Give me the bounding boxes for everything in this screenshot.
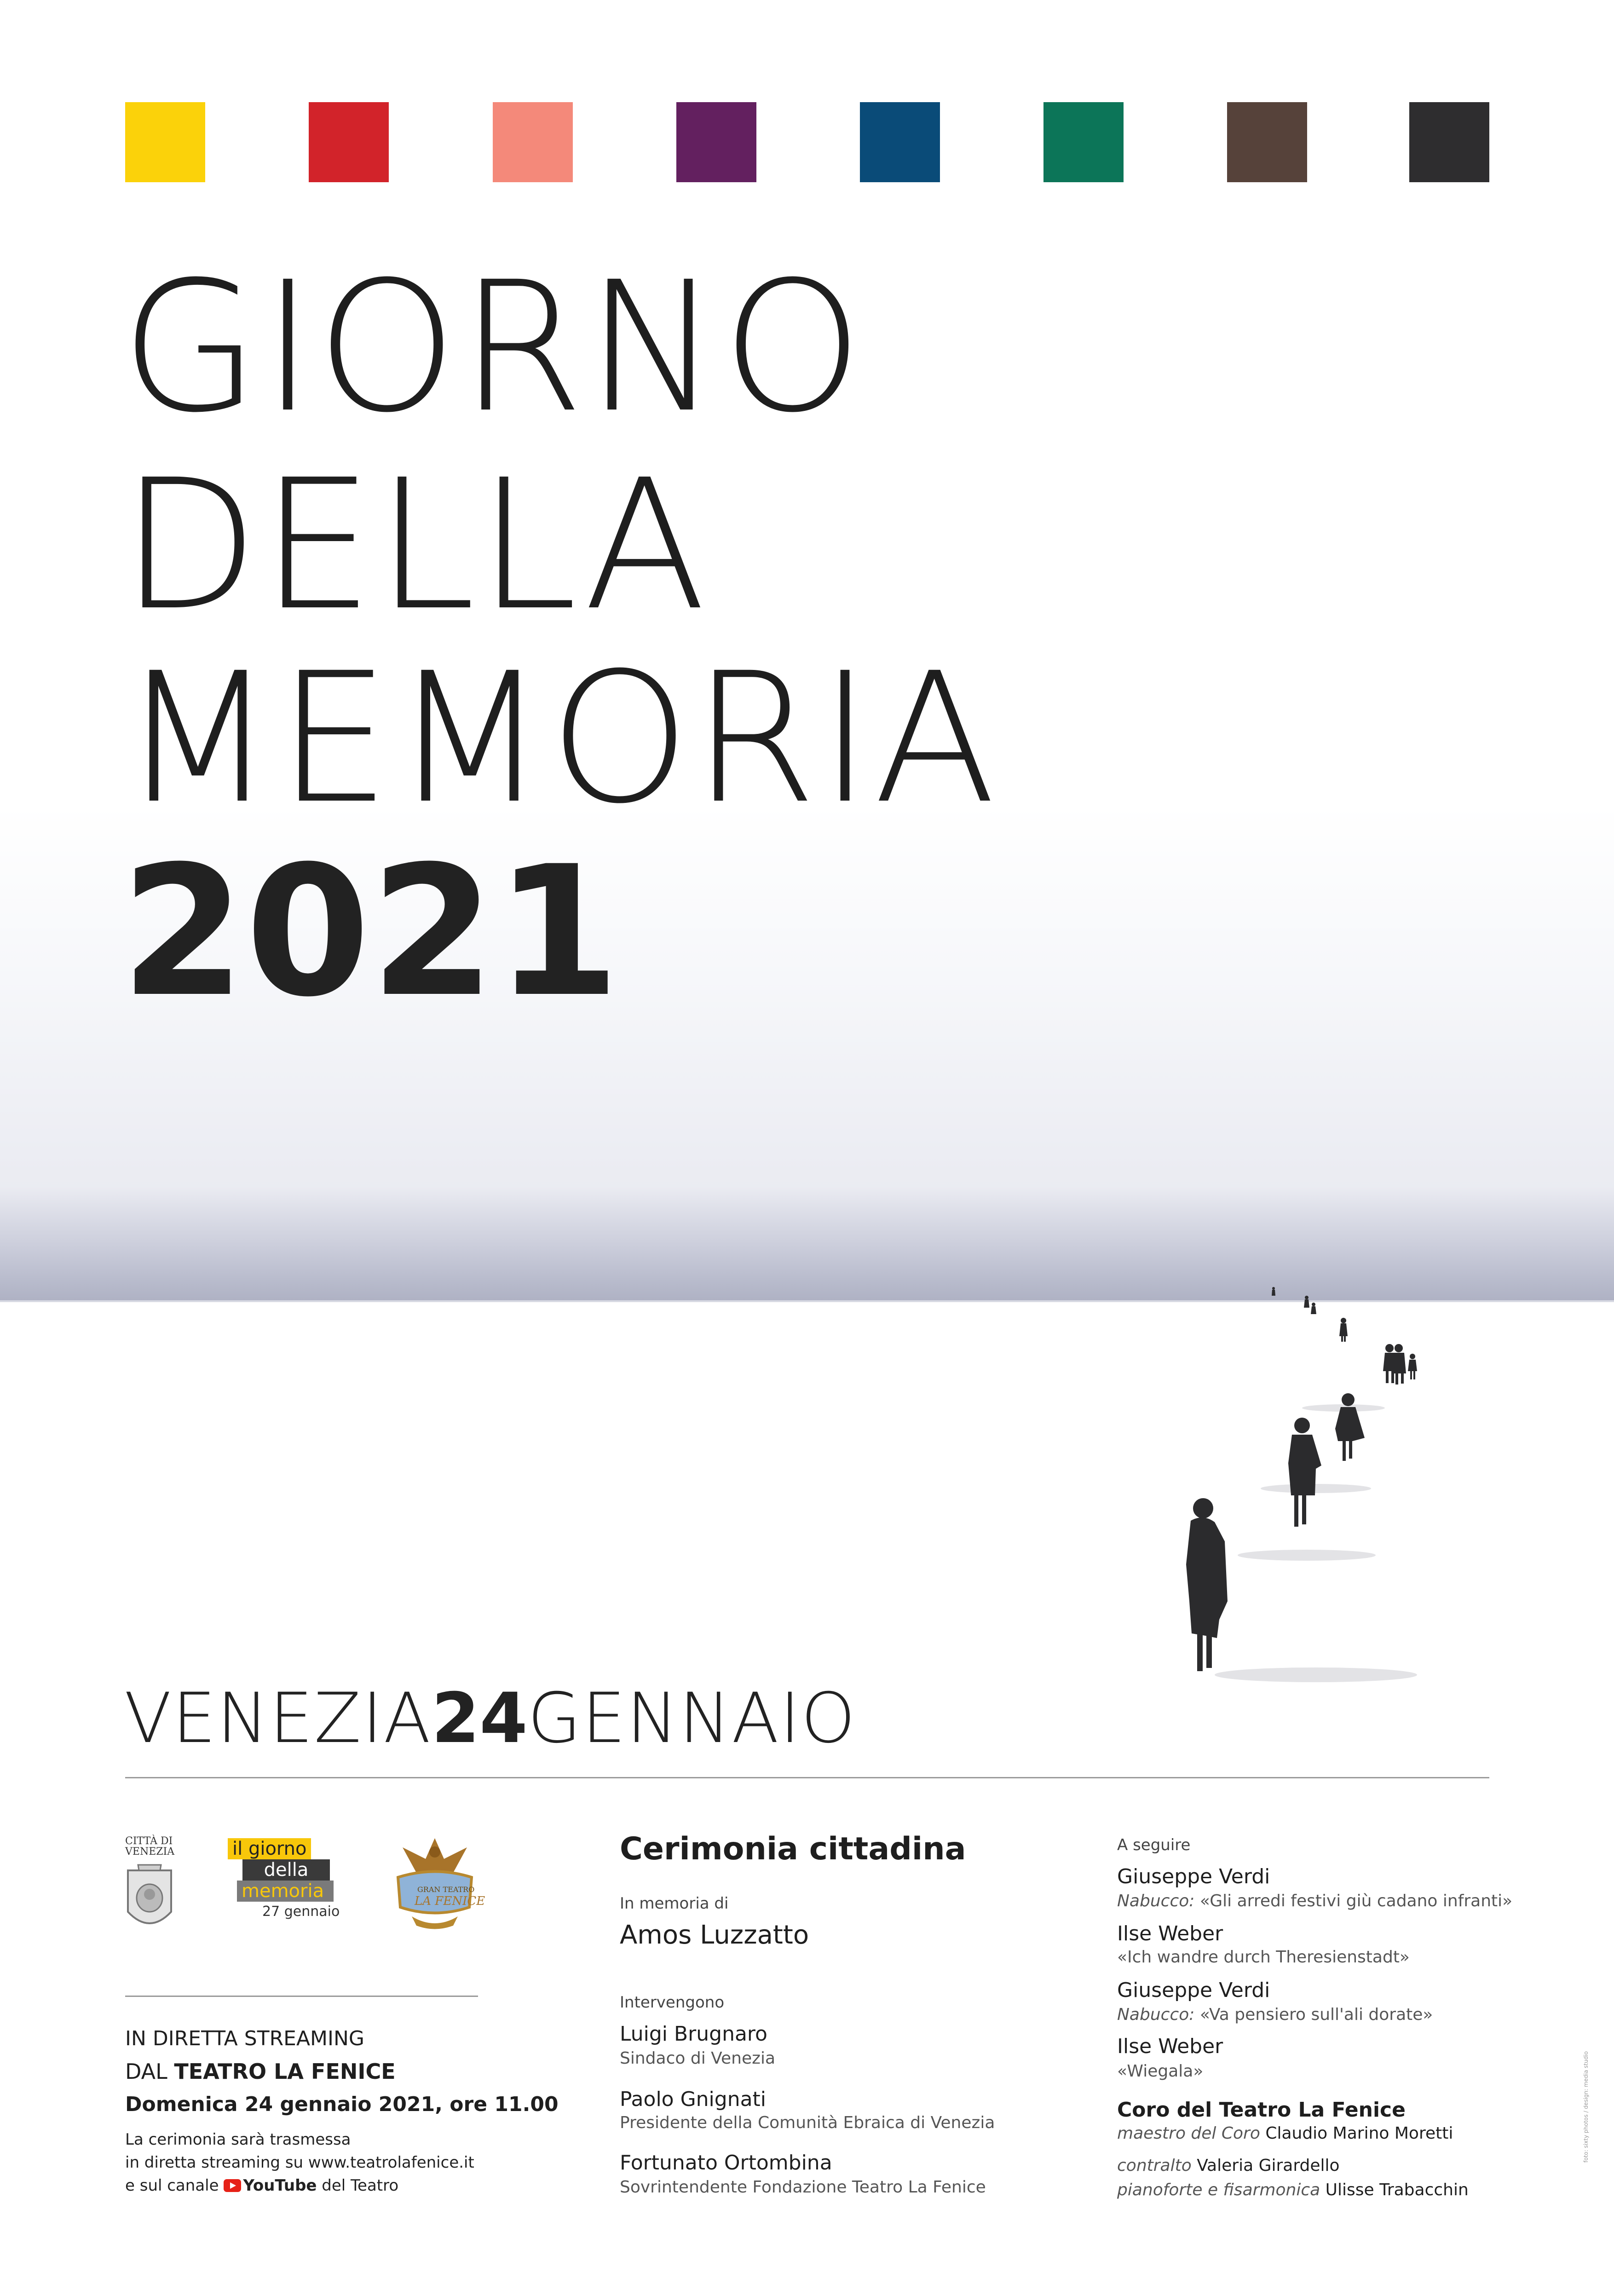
in-memoria-label: In memoria di bbox=[620, 1894, 729, 1913]
streaming-line-2 bbox=[125, 2059, 396, 2084]
piece-opera-1: Nabucco: bbox=[1117, 1892, 1195, 1910]
performer-role-1: contralto bbox=[1117, 2156, 1192, 2175]
performer-role-2: pianoforte e fisarmonica bbox=[1117, 2181, 1320, 2199]
color-square-green bbox=[1043, 102, 1124, 182]
website-link[interactable]: www.teatrolafenice.it bbox=[308, 2153, 474, 2172]
piece-composer-3: Giuseppe Verdi bbox=[1117, 1979, 1270, 2002]
headline-line-2: DELLA bbox=[121, 441, 709, 650]
headline-year: 2021 bbox=[121, 827, 620, 1036]
piece-text-1: «Gli arredi festivi giù cadano infranti» bbox=[1199, 1892, 1513, 1910]
piece-title-2: «Ich wandre durch Theresienstadt» bbox=[1117, 1948, 1410, 1967]
color-square-purple bbox=[676, 102, 756, 182]
figure-shadows bbox=[1215, 1404, 1417, 1682]
performer-name-2: Ulisse Trabacchin bbox=[1325, 2181, 1469, 2199]
piece-title-3 bbox=[1117, 2005, 1433, 2025]
youtube-label[interactable]: YouTube bbox=[243, 2176, 317, 2195]
in-memoria-name: Amos Luzzatto bbox=[620, 1920, 809, 1950]
program-label: A seguire bbox=[1117, 1836, 1191, 1854]
streaming-note-3-suffix: del Teatro bbox=[322, 2176, 399, 2195]
photo-credits: foto: sixty photos / design: media studio bbox=[1583, 2051, 1589, 2163]
gdm-logo-date: 27 gennaio bbox=[262, 1904, 340, 1920]
piece-title-4: «Wiegala» bbox=[1117, 2062, 1204, 2081]
streaming-date-time: Domenica 24 gennaio 2021, ore 11.00 bbox=[125, 2093, 559, 2116]
phoenix-emblem-icon bbox=[389, 1834, 481, 1933]
figure-silhouettes bbox=[1186, 1287, 1417, 1671]
fenice-logo-text2: LA FENICE bbox=[415, 1894, 485, 1908]
color-square-salmon bbox=[493, 102, 573, 182]
streaming-note-3 bbox=[125, 2176, 398, 2195]
streaming-note-3-prefix: e sul canale bbox=[125, 2176, 219, 2195]
fenice-logo-text1: GRAN TEATRO bbox=[417, 1885, 475, 1894]
piece-composer-1: Giuseppe Verdi bbox=[1117, 1865, 1270, 1888]
place-month: GENNAIO bbox=[527, 1679, 857, 1759]
choir-master-name: Claudio Marino Moretti bbox=[1265, 2124, 1453, 2143]
choir-name: Coro del Teatro La Fenice bbox=[1117, 2098, 1406, 2122]
speaker-name-2: Paolo Gnignati bbox=[620, 2088, 767, 2111]
color-square-brown bbox=[1227, 102, 1307, 182]
teatro-la-fenice-logo bbox=[389, 1834, 485, 1933]
gdm-logo-line1: il giorno bbox=[228, 1838, 311, 1859]
performer-line-2 bbox=[1117, 2180, 1469, 2200]
performer-line-1 bbox=[1117, 2156, 1340, 2175]
gdm-logo-line3: memoria bbox=[237, 1881, 334, 1902]
divider-streaming bbox=[125, 1996, 478, 1997]
speaker-name-1: Luigi Brugnaro bbox=[620, 2022, 767, 2046]
piece-composer-4: Ilse Weber bbox=[1117, 2035, 1223, 2058]
speaker-role-2: Presidente della Comunità Ebraica di Venezia bbox=[620, 2113, 995, 2132]
piece-opera-3: Nabucco: bbox=[1117, 2005, 1195, 2024]
headline-line-3: MEMORIA bbox=[121, 634, 998, 843]
streaming-line-1: IN DIRETTA STREAMING bbox=[125, 2027, 364, 2050]
color-square-red bbox=[309, 102, 389, 182]
choir-master-label: maestro del Coro bbox=[1117, 2124, 1260, 2143]
youtube-icon bbox=[224, 2179, 241, 2192]
divider-main bbox=[125, 1777, 1489, 1778]
speaker-role-1: Sindaco di Venezia bbox=[620, 2049, 776, 2068]
place-day: 24 bbox=[431, 1679, 528, 1759]
city-logo-line2: VENEZIA bbox=[125, 1846, 175, 1858]
speakers-label: Intervengono bbox=[620, 1993, 725, 2012]
place-date-line bbox=[124, 1679, 857, 1759]
color-square-black bbox=[1409, 102, 1489, 182]
streaming-note-1: La cerimonia sarà trasmessa bbox=[125, 2130, 351, 2149]
performer-name-1: Valeria Girardello bbox=[1197, 2156, 1340, 2175]
streaming-line-2-prefix: DAL bbox=[125, 2059, 167, 2084]
piece-text-3: «Va pensiero sull'ali dorate» bbox=[1199, 2005, 1433, 2024]
piece-title-1 bbox=[1117, 1891, 1512, 1911]
giorno-della-memoria-logo bbox=[228, 1838, 343, 1921]
headline-line-1: GIORNO bbox=[121, 243, 865, 452]
color-square-yellow bbox=[125, 102, 205, 182]
streaming-note-2 bbox=[125, 2153, 474, 2172]
streaming-venue: TEATRO LA FENICE bbox=[174, 2059, 396, 2084]
choir-master-line bbox=[1117, 2123, 1453, 2143]
speaker-name-3: Fortunato Ortombina bbox=[620, 2151, 832, 2175]
speaker-role-3: Sovrintendente Fondazione Teatro La Fenice bbox=[620, 2178, 986, 2197]
ceremony-title: Cerimonia cittadina bbox=[620, 1831, 966, 1867]
streaming-note-2-prefix: in diretta streaming su bbox=[125, 2153, 304, 2172]
color-square-blue bbox=[860, 102, 940, 182]
walking-figures-illustration bbox=[1150, 1279, 1518, 1693]
city-logo-line1: CITTÀ DI bbox=[125, 1835, 173, 1847]
gdm-logo-line2: della bbox=[242, 1859, 330, 1881]
piece-composer-2: Ilse Weber bbox=[1117, 1922, 1223, 1945]
lion-shield-icon bbox=[124, 1861, 175, 1935]
citta-di-venezia-logo bbox=[121, 1836, 180, 1937]
place-city: VENEZIA bbox=[124, 1679, 432, 1759]
